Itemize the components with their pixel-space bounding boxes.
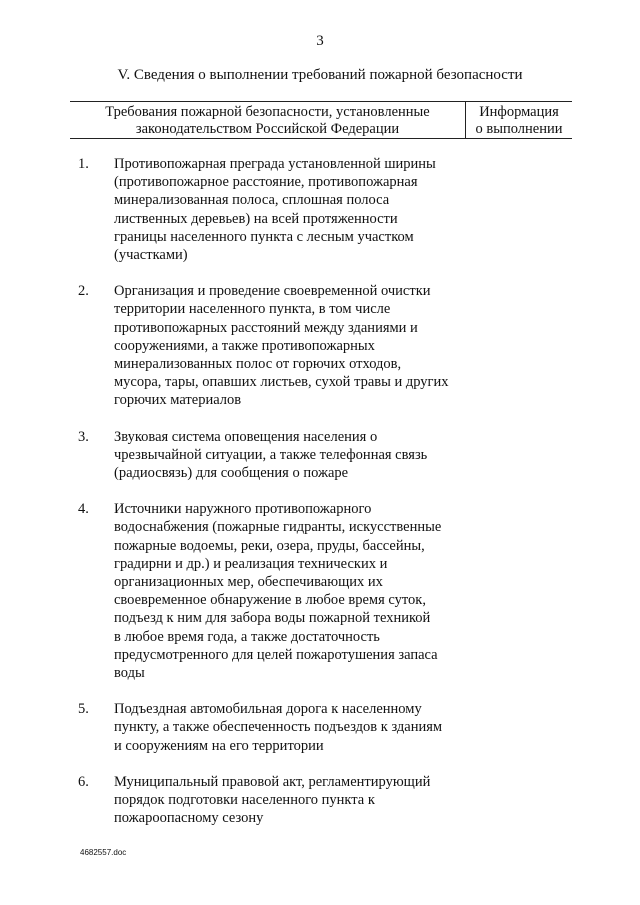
item-number: 4. (78, 501, 89, 518)
item-text-line: предусмотренного для целей пожаротушения запаса (114, 646, 438, 663)
item-text-line: минерализованная полоса, сплошная полоса (114, 192, 390, 209)
item-text-line: в любое время года, а также достаточность (114, 628, 380, 645)
info-column-header (466, 104, 572, 138)
item-text-line: сооружениями, а также противопожарных (114, 337, 375, 354)
item-text (114, 773, 494, 828)
item-text-line: организационных мер, обеспечивающих их (114, 574, 383, 591)
item-text-line: пожароопасному сезону (114, 810, 264, 827)
footer-filename: 4682557.doc (80, 848, 127, 857)
item-text-line: (радиосвязь) для сообщения о пожаре (114, 465, 349, 482)
item-number: 5. (78, 701, 89, 718)
item-text-line: Муниципальный правовой акт, регламентирующий (114, 773, 431, 790)
item-text-line: (участками) (114, 247, 188, 264)
item-number: 1. (78, 156, 89, 172)
page-number: 3 (316, 33, 324, 49)
info-header-line: о выполнении (475, 121, 563, 137)
list-item (78, 773, 498, 828)
item-text-line: воды (114, 665, 145, 682)
item-text-line: лиственных деревьев) на всей протяженности (114, 210, 398, 227)
list-item (78, 282, 498, 409)
item-text-line: минерализованных полос от горючих отходов, (114, 356, 402, 373)
item-text-line: противопожарных расстояний между зданиями и (114, 319, 418, 336)
item-number: 6. (78, 773, 89, 790)
item-text (114, 500, 494, 682)
info-header-line: Информация (479, 104, 559, 120)
item-text (114, 155, 494, 264)
section-title: V. Сведения о выполнении требований пожарной безопасности (117, 67, 523, 83)
list-item (78, 155, 498, 264)
item-text-line: (противопожарное расстояние, противопожарная (114, 174, 418, 191)
item-text-line: Противопожарная преграда установленной ширины (114, 156, 436, 172)
item-text-line: градирни и др.) и реализация технических и (114, 555, 388, 572)
table-header (70, 101, 572, 139)
item-text-line: водоснабжения (пожарные гидранты, искусственные (114, 519, 442, 536)
requirements-header-line: Требования пожарной безопасности, установленные (105, 104, 430, 120)
item-text-line: Звуковая система оповещения населения о (114, 428, 378, 445)
list-item (78, 500, 498, 682)
item-text-line: Источники наружного противопожарного (114, 501, 372, 518)
item-number: 2. (78, 283, 89, 300)
list-item (78, 700, 498, 755)
list-item (78, 428, 498, 483)
item-text (114, 282, 494, 409)
item-text-line: Подъездная автомобильная дорога к населенному (114, 701, 422, 718)
item-text-line: чрезвычайной ситуации, а также телефонная связь (114, 446, 428, 463)
item-text-line: и сооружениям на его территории (114, 737, 324, 754)
item-text-line: подъезд к ним для забора воды пожарной техникой (114, 610, 431, 627)
item-text-line: порядок подготовки населенного пункта к (114, 792, 375, 809)
item-text-line: мусора, тары, опавших листьев, сухой травы и других (114, 374, 449, 391)
item-text-line: пожарные водоемы, реки, озера, пруды, бассейны, (114, 537, 425, 554)
item-text-line: Организация и проведение своевременной очистки (114, 283, 431, 300)
requirements-header-line: законодательством Российской Федерации (135, 121, 400, 137)
item-text-line: горючих материалов (114, 392, 242, 409)
item-text-line: территории населенного пункта, в том числе (114, 301, 391, 318)
item-text (114, 700, 494, 755)
item-text-line: своевременное обнаружение в любое время суток, (114, 592, 426, 609)
requirements-column-header (70, 104, 465, 138)
item-text-line: пункту, а также обеспеченность подъездов к зданиям (114, 719, 443, 736)
item-text (114, 428, 494, 483)
item-number: 3. (78, 428, 89, 445)
item-text-line: границы населенного пункта с лесным участком (114, 228, 414, 245)
requirements-list (78, 155, 498, 846)
